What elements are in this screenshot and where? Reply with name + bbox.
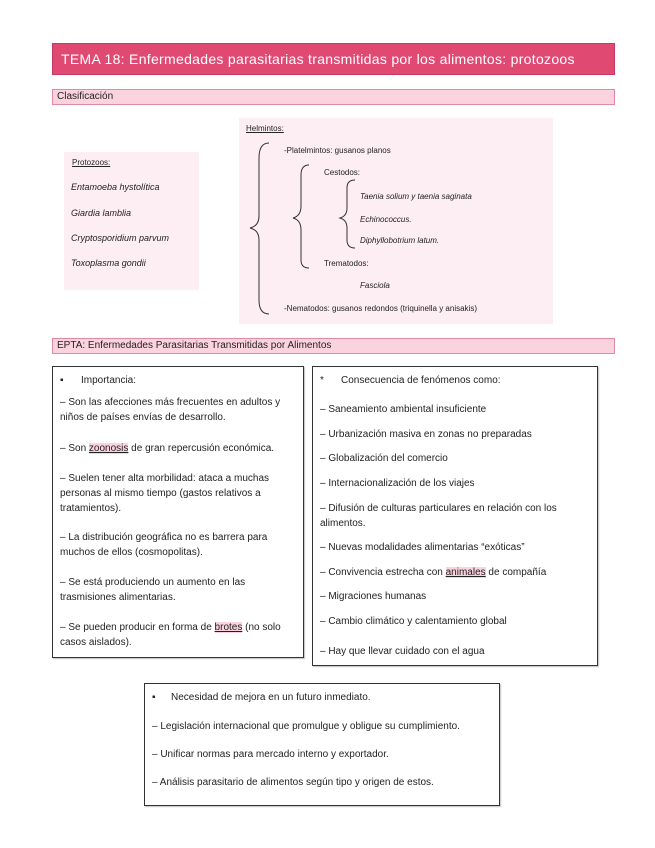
importancia-item <box>60 575 296 605</box>
item-text: – Se está produciendo un aumento en las trasmisiones alimentarias. <box>60 577 246 603</box>
section-epta-label: EPTA: Enfermedades Parasitarias Transmitidas por Alimentos <box>57 340 332 351</box>
protozoo-item: Giardia lamblia <box>71 208 132 218</box>
item-text: – Son las afecciones más frecuentes en adultos y niños de países envías de desarrollo. <box>60 397 281 423</box>
helmintos-heading: Helmintos: <box>246 124 284 133</box>
necesidad-item: – Unificar normas para mercado interno y exportador. <box>152 749 389 760</box>
cestodos-bracket <box>340 180 355 248</box>
consecuencia-item <box>320 614 592 629</box>
necesidad-item: – Legislación internacional que promulgue y obligue su cumplimiento. <box>152 721 460 732</box>
protozoo-item: Entamoeba hystolítica <box>71 182 160 192</box>
cestodo-item: Diphyllobotrium latum. <box>360 236 440 245</box>
necesidad-bullet: ▪ <box>152 692 156 703</box>
item-text: – Se pueden producir en forma de <box>60 622 215 633</box>
item-text: (no solo casos aislados). <box>60 622 281 648</box>
item-text: – Hay que llevar cuidado con el agua <box>320 646 485 657</box>
importancia-item <box>60 620 296 650</box>
page-title <box>52 43 615 75</box>
helmintos-box <box>239 118 553 324</box>
trematodos-label: Trematodos: <box>324 259 369 268</box>
protozoos-heading: Protozoos: <box>72 158 111 167</box>
protozoos-box <box>64 152 199 290</box>
platelmintos-label: -Platelmintos: gusanos planos <box>284 146 391 155</box>
page-title-text: TEMA 18: Enfermedades parasitarias transmitidas por los alimentos: protozoos <box>61 51 575 67</box>
consecuencia-heading: Consecuencia de fenómenos como: <box>341 375 501 386</box>
item-text: de compañía <box>485 567 547 578</box>
necesidad-heading: Necesidad de mejora en un futuro inmediato. <box>171 692 371 703</box>
importancia-item <box>60 530 296 560</box>
platelmintos-bracket <box>293 165 309 268</box>
importancia-item <box>60 441 296 456</box>
consecuencia-item <box>320 427 592 442</box>
cestodos-label: Cestodos: <box>324 168 361 177</box>
consecuencia-item <box>320 501 592 531</box>
consecuencia-bullet: * <box>320 375 324 386</box>
necesidad-item: – Análisis parasitario de alimentos según tipo y origen de estos. <box>152 777 434 788</box>
nematodos-label: -Nematodos: gusanos redondos (triquinella y anisakis) <box>284 304 477 313</box>
brotes-link[interactable]: brotes <box>214 622 243 633</box>
consecuencia-item <box>320 540 592 555</box>
item-text: – La distribución geográfica no es barrera para muchos de ellos (cosmopolitas). <box>60 532 268 558</box>
section-clasificacion-label: Clasificación <box>57 91 114 102</box>
item-text: – Migraciones humanas <box>320 591 427 602</box>
item-text: – Urbanización masiva en zonas no preparadas <box>320 429 532 440</box>
item-text: – Cambio climático y calentamiento global <box>320 616 507 627</box>
cestodo-item: Taenia solium y taenia saginata <box>360 192 472 201</box>
item-text: – Saneamiento ambiental insuficiente <box>320 404 487 415</box>
consecuencia-item <box>320 451 592 466</box>
item-text: – Convivencia estrecha con <box>320 567 446 578</box>
item-text: – Suelen tener alta morbilidad: ataca a muchas personas al mismo tiempo (gastos relativos a tratamientos). <box>60 473 270 514</box>
consecuencia-item <box>320 565 592 580</box>
cestodo-item: Echinococcus. <box>360 215 412 224</box>
item-text: – Nuevas modalidades alimentarias “exóticas” <box>320 542 525 553</box>
helmintos-bracket <box>250 143 269 314</box>
necesidad-box <box>144 683 500 806</box>
protozoo-item: Cryptosporidium parvum <box>71 233 170 243</box>
consecuencia-item <box>320 476 592 491</box>
item-text: – Internacionalización de los viajes <box>320 478 475 489</box>
consecuencia-item <box>320 589 592 604</box>
zoonosis-link[interactable]: zoonosis <box>88 443 129 454</box>
animales-link[interactable]: animales <box>445 567 486 578</box>
section-header-clasificacion <box>52 89 615 105</box>
importancia-bullet: ▪ <box>60 375 64 386</box>
importancia-box <box>52 366 304 658</box>
trematodo-item: Fasciola <box>360 281 390 290</box>
section-header-epta <box>52 338 615 354</box>
item-text: – Difusión de culturas particulares en relación con los alimentos. <box>320 503 557 529</box>
protozoo-item: Toxoplasma gondii <box>71 258 146 268</box>
consecuencia-item <box>320 644 592 659</box>
item-text: – Globalización del comercio <box>320 453 448 464</box>
importancia-item <box>60 471 296 516</box>
item-text: de gran repercusión económica. <box>128 443 275 454</box>
consecuencia-item <box>320 402 592 417</box>
item-text: – Son <box>60 443 89 454</box>
importancia-item <box>60 395 296 425</box>
consecuencia-box <box>312 366 598 666</box>
importancia-heading: Importancia: <box>81 375 137 386</box>
